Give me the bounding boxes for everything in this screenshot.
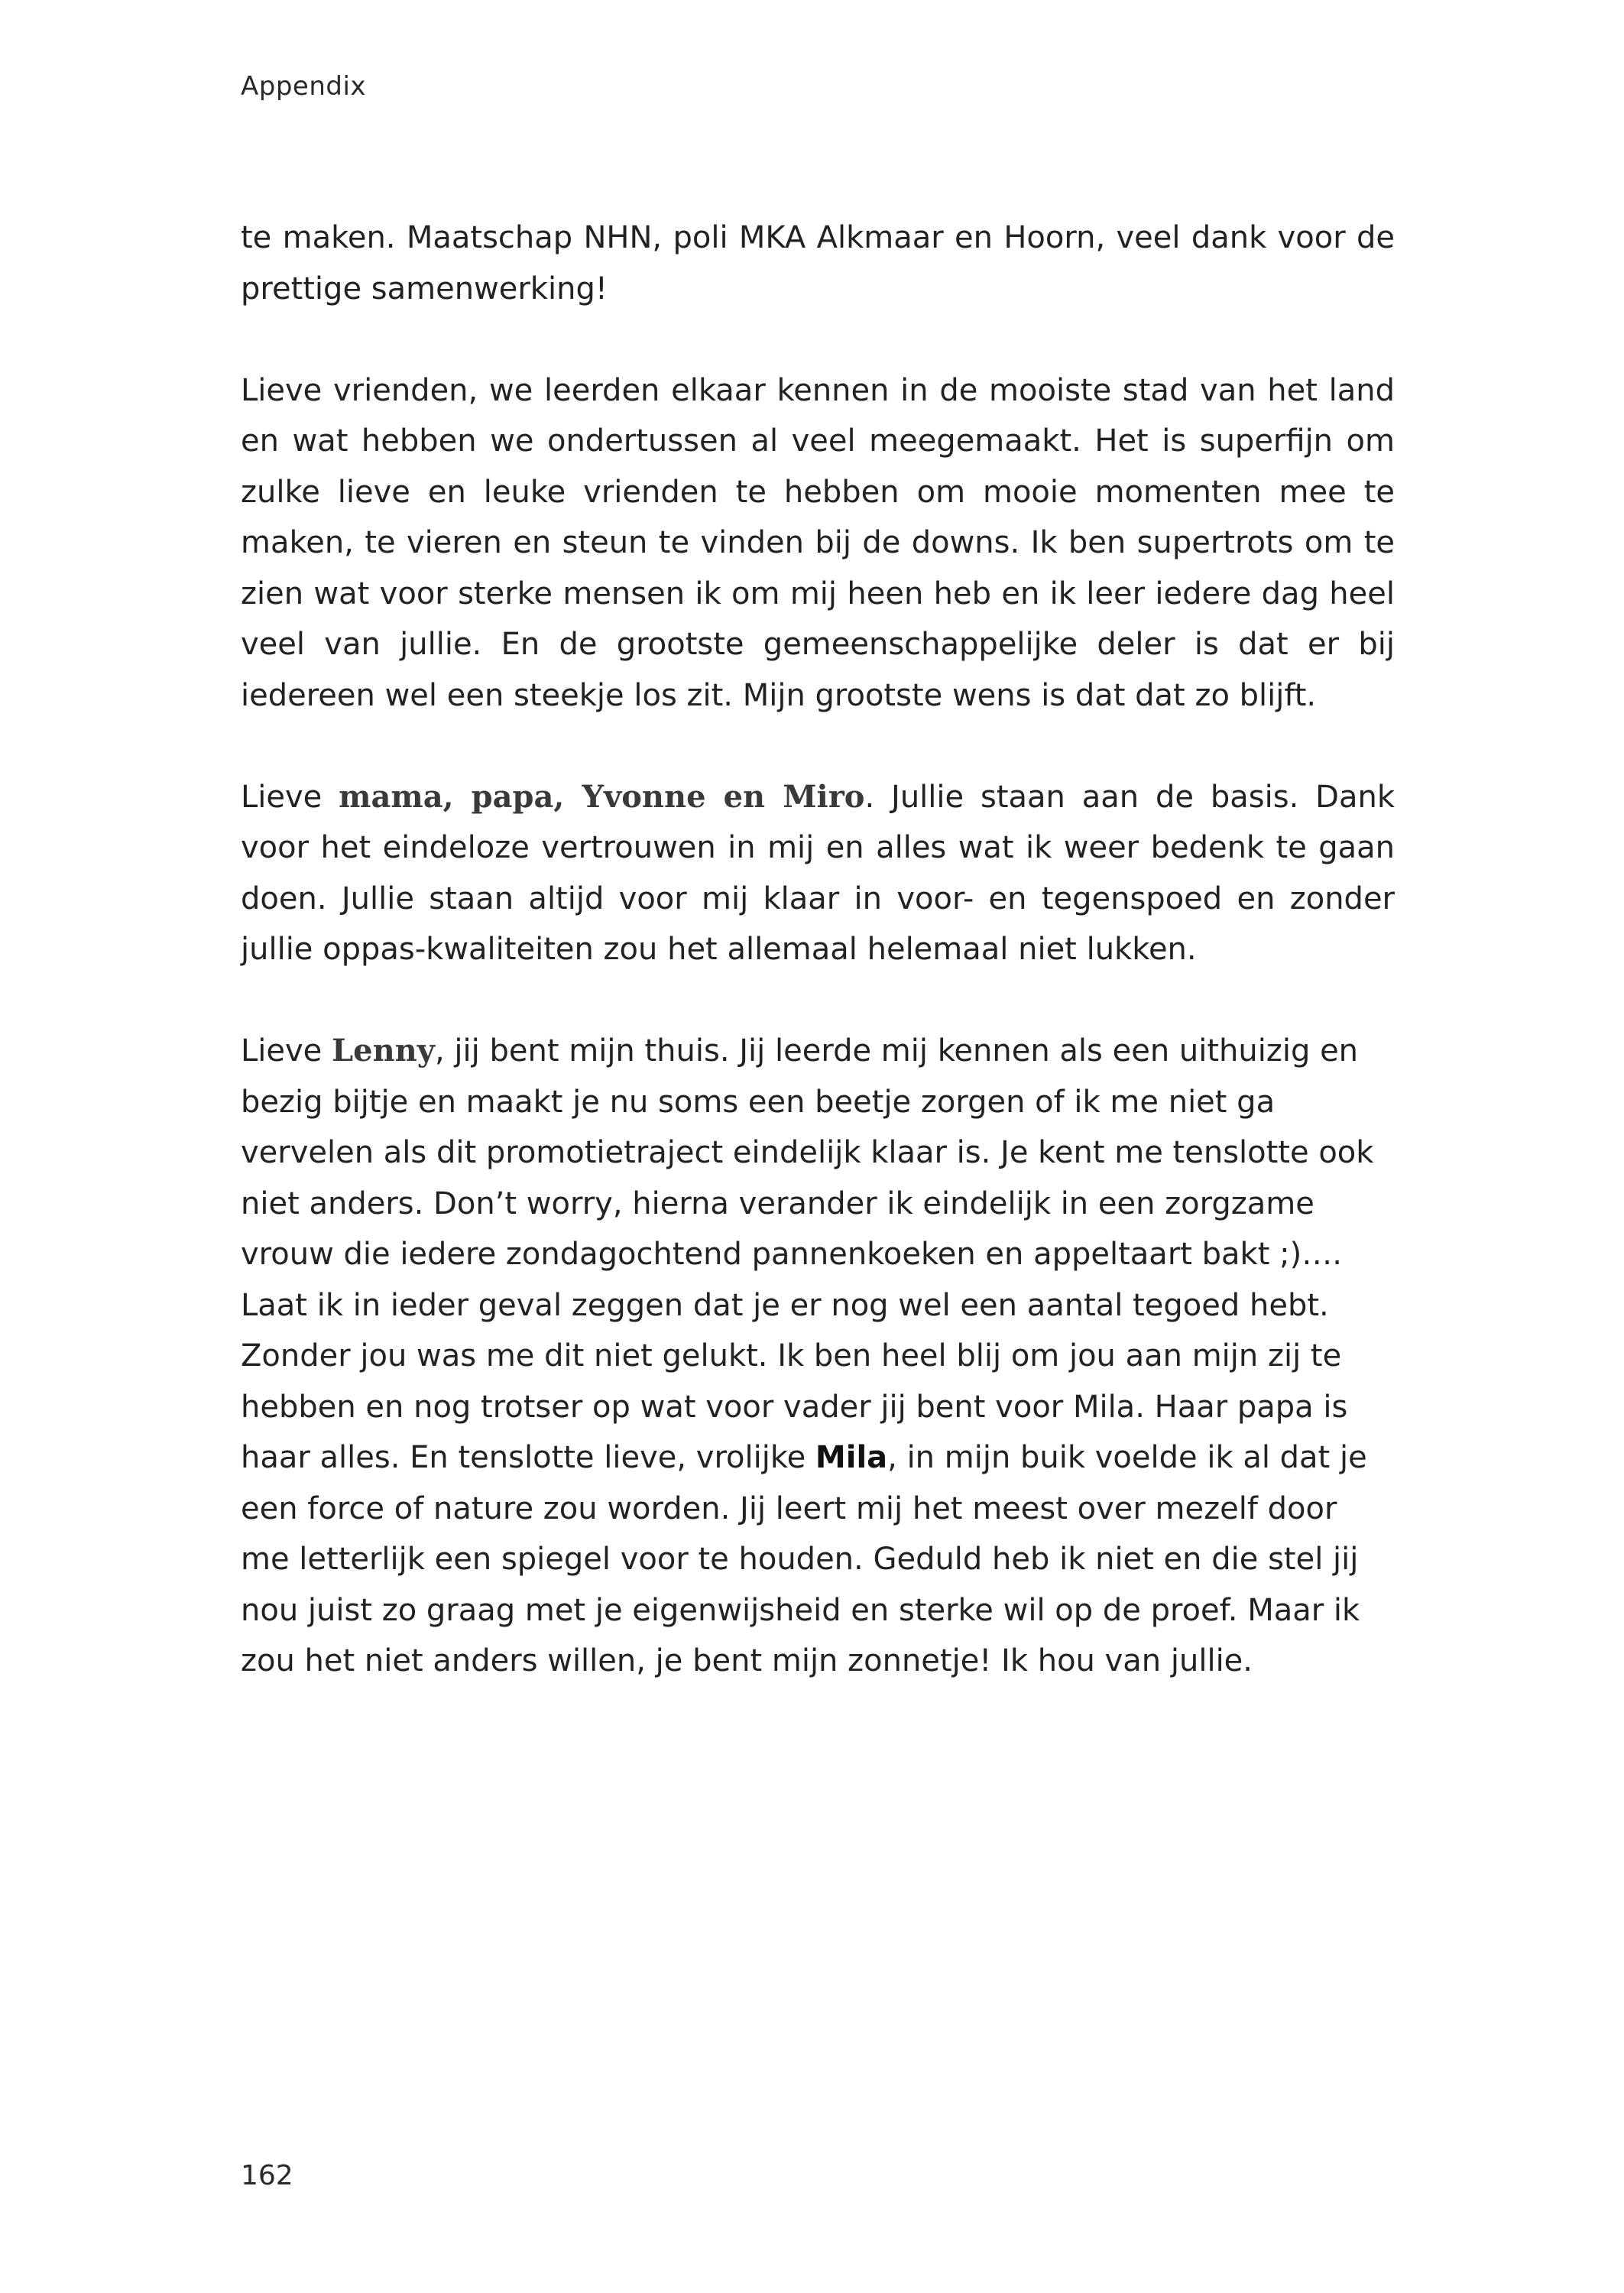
daughter-name: Mila xyxy=(815,1440,888,1475)
partner-name: Lenny xyxy=(332,1033,435,1069)
paragraph-family-post: . Jullie staan aan de basis. Dank voor het eindeloze vertrouwen in mij en alles wat ik weer bedenk te gaan doen. Jullie staan altijd voor mij klaar in voor- en tegenspoed en zonder jullie oppas-kwaliteiten zou het allemaal helemaal niet lukken. xyxy=(241,779,1395,967)
page-number: 162 xyxy=(241,2160,293,2191)
paragraph-partner-post: , in mijn buik voelde ik al dat je een force of nature zou worden. Jij leert mij het meest over mezelf door me letterlijk een spiegel voor te houden. Geduld heb ik niet en die stel jij nou juist zo graag met je eigenwijsheid en sterke wil op de proef. Maar ik zou het niet anders willen, je bent mijn zonnetje! Ik hou van jullie. xyxy=(241,1440,1367,1678)
paragraph-partner-pre: Lieve xyxy=(241,1033,332,1069)
running-header: Appendix xyxy=(241,71,367,102)
family-names: mama, papa, Yvonne en Miro xyxy=(339,778,865,815)
paragraph-colleagues: te maken. Maatschap NHN, poli MKA Alkmaar en Hoorn, veel dank voor de prettige samenwerking! xyxy=(241,220,1395,306)
paragraph-family-pre: Lieve xyxy=(241,779,339,815)
paragraph-partner xyxy=(241,1026,1395,1687)
body-text xyxy=(241,212,1395,1737)
paragraph-partner-mid: , jij bent mijn thuis. Jij leerde mij kennen als een uithuizig en bezig bijtje en maakt je nu soms een beetje zorgen of ik me niet ga vervelen als dit promotietraject eindelijk klaar is. Je kent me tenslotte ook niet anders. Don’t worry, hierna verander ik eindelijk in een zorgzame vrouw die iedere zondagochtend pannenkoeken en appeltaart bakt ;)…. Laat ik in ieder geval zeggen dat je er nog wel een aantal tegoed hebt. Zonder jou was me dit niet gelukt. Ik ben heel blij om jou aan mijn zij te hebben en nog trotser op wat voor vader jij bent voor Mila. Haar papa is haar alles. En tenslotte lieve, vrolijke xyxy=(241,1033,1374,1475)
paragraph-family xyxy=(241,772,1395,975)
paragraph-friends: Lieve vrienden, we leerden elkaar kennen in de mooiste stad van het land en wat hebben we ondertussen al veel meegemaakt. Het is superfijn om zulke lieve en leuke vrienden te hebben om mooie momenten mee te maken, te vieren en steun te vinden bij de downs. Ik ben supertrots om te zien wat voor sterke mensen ik om mij heen heb en ik leer iedere dag heel veel van jullie. En de grootste gemeenschappelijke deler is dat er bij iedereen wel een steekje los zit. Mijn grootste wens is dat dat zo blijft. xyxy=(241,372,1395,713)
